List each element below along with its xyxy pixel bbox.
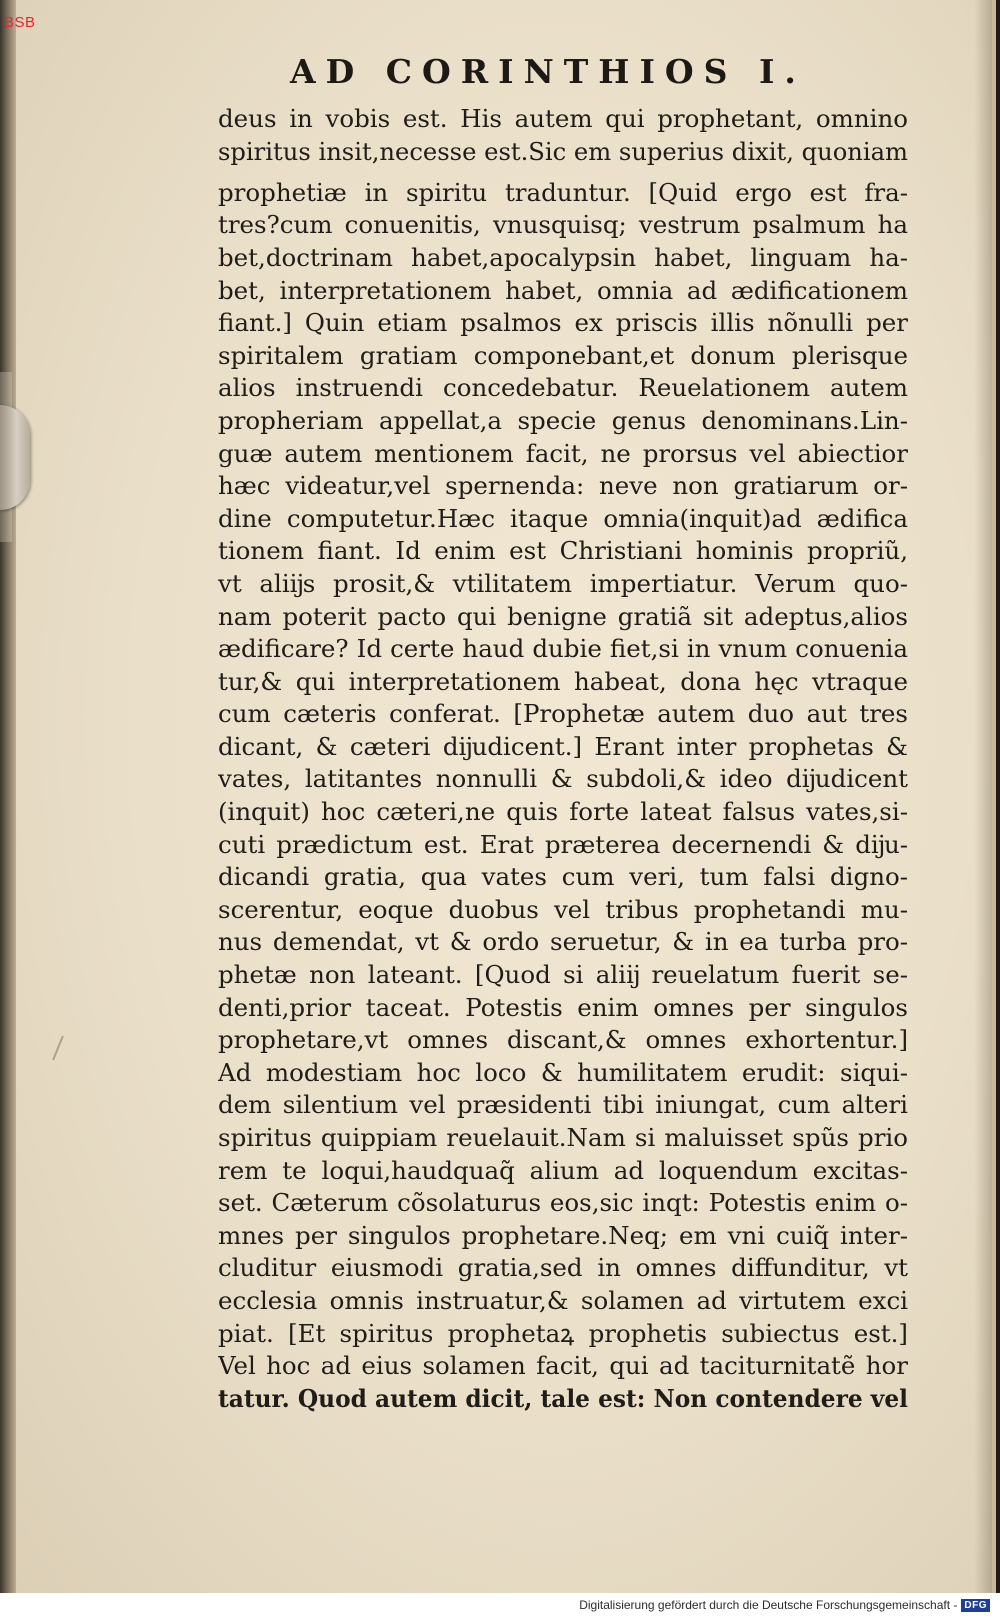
text-line: hæc videatur,vel spernenda: neve non gratiarum or-	[218, 471, 908, 501]
text-line: spiritalem gratiam componebant,et donum plerisque	[218, 340, 908, 370]
text-line: tionem fiant. Id enim est Christiani hominis propriũ,	[218, 536, 908, 566]
text-line: ædificare? Id certe haud dubie fiet,si in vnum conuenia	[218, 634, 908, 664]
text-line: (inquit) hoc cæteri,ne quis forte lateat falsus vates,si-	[218, 797, 908, 827]
funding-credit-text: Digitalisierung gefördert durch die Deutsche Forschungsgemeinschaft -	[579, 1598, 958, 1612]
text-line: rem te loqui,haudquaq̃ alium ad loquendum excitas-	[218, 1155, 908, 1185]
leaf-shadow	[974, 0, 992, 1593]
text-line: dine computetur.Hæc itaque omnia(inquit)ad ædifica	[218, 503, 908, 533]
book-clasp-icon	[0, 405, 30, 510]
text-line: spiritus quippiam reuelauit.Nam si maluisset spũs prio	[218, 1123, 908, 1152]
text-line: fiant.] Quin etiam psalmos ex priscis illis nõnulli per	[218, 308, 908, 338]
text-line: vates, latitantes nonnulli & subdoli,& ideo dĳudicent	[218, 764, 908, 794]
running-head: AD CORINTHIOS I.	[290, 52, 806, 91]
text-line: cuti prædictum est. Erat præterea decernendi & dĳu-	[218, 829, 908, 859]
text-line: prophetiæ in spiritu traduntur. [Quid ergo est fra-	[218, 177, 908, 207]
text-line: guæ autem mentionem facit, ne prorsus vel abiectior	[218, 438, 908, 468]
text-line: cluditur eiusmodi gratia,sed in omnes diffunditur, vt	[218, 1253, 908, 1283]
text-line: propheriam appellat,a specie genus denominans.Lin-	[218, 405, 908, 435]
library-mark: BSB	[4, 14, 36, 31]
text-line: cum cæteris conferat. [Prophetæ autem duo aut tres	[218, 699, 908, 729]
text-line: deus in vobis est. His autem qui prophetant, omnino	[218, 104, 908, 133]
footer-bar	[0, 1593, 1000, 1620]
text-line: tatur. Quod autem dicit, tale est: Non contendere vel	[218, 1383, 908, 1413]
text-line: nus demendat, vt & ordo seruetur, & in ea turba pro-	[218, 927, 908, 957]
text-line: bet,doctrinam habet,apocalypsin habet, linguam ha-	[218, 242, 908, 272]
text-line: vt aliĳs prosit,& vtilitatem impertiatur. Verum quo-	[218, 568, 908, 598]
text-line: bet, interpretationem habet, omnia ad ædificationem	[218, 275, 908, 305]
text-line: ecclesia omnis instruatur,& solamen ad virtutem exci	[218, 1285, 908, 1315]
text-line: Vel hoc ad eius solamen facit, qui ad taciturnitatẽ hor	[218, 1351, 908, 1381]
text-line: tur,& qui interpretationem habeat, dona hęc vtraque	[218, 666, 908, 696]
text-line: dem silentium vel præsidenti tibi iniungat, cum alteri	[218, 1090, 908, 1120]
text-line: set. Cæterum cõsolaturus eos,sic inqt: Potestis enim o-	[218, 1188, 908, 1218]
text-line: nam poterit pacto qui benigne gratiã sit adeptus,alios	[218, 601, 908, 631]
text-line: alios instruendi concedebatur. Reuelationem autem	[218, 373, 908, 403]
text-line: Ad modestiam hoc loco & humilitatem erudit: siqui-	[218, 1057, 908, 1087]
dfg-logo-icon: DFG	[961, 1599, 990, 1612]
text-line: spiritus insit,necesse est.Sic em superius dixit, quoniam	[218, 136, 908, 166]
text-line: phetæ non lateant. [Quod si aliĳ reuelatum fuerit se-	[218, 960, 908, 990]
text-line: dicandi gratia, qua vates cum veri, tum falsi digno-	[218, 862, 908, 892]
text-line: denti,prior taceat. Potestis enim omnes per singulos	[218, 992, 908, 1022]
funding-credit	[579, 1598, 990, 1612]
text-line: piat. [Et spiritus prophetaꝝ prophetis subiectus est.]	[218, 1318, 908, 1348]
text-line: tres?cum conuenitis, vnusquisq; vestrum psalmum ha	[218, 210, 908, 240]
text-line: prophetare,vt omnes discant,& omnes exhortentur.]	[218, 1025, 908, 1055]
text-line: mnes per singulos prophetare.Neq; em vni cuiq̃ inter-	[218, 1220, 908, 1250]
text-line: scerentur, eoque duobus vel tribus prophetandi mu-	[218, 894, 908, 924]
page-body-text	[218, 103, 908, 1424]
text-line: dicant, & cæteri dĳudicent.] Erant inter prophetas &	[218, 731, 908, 761]
